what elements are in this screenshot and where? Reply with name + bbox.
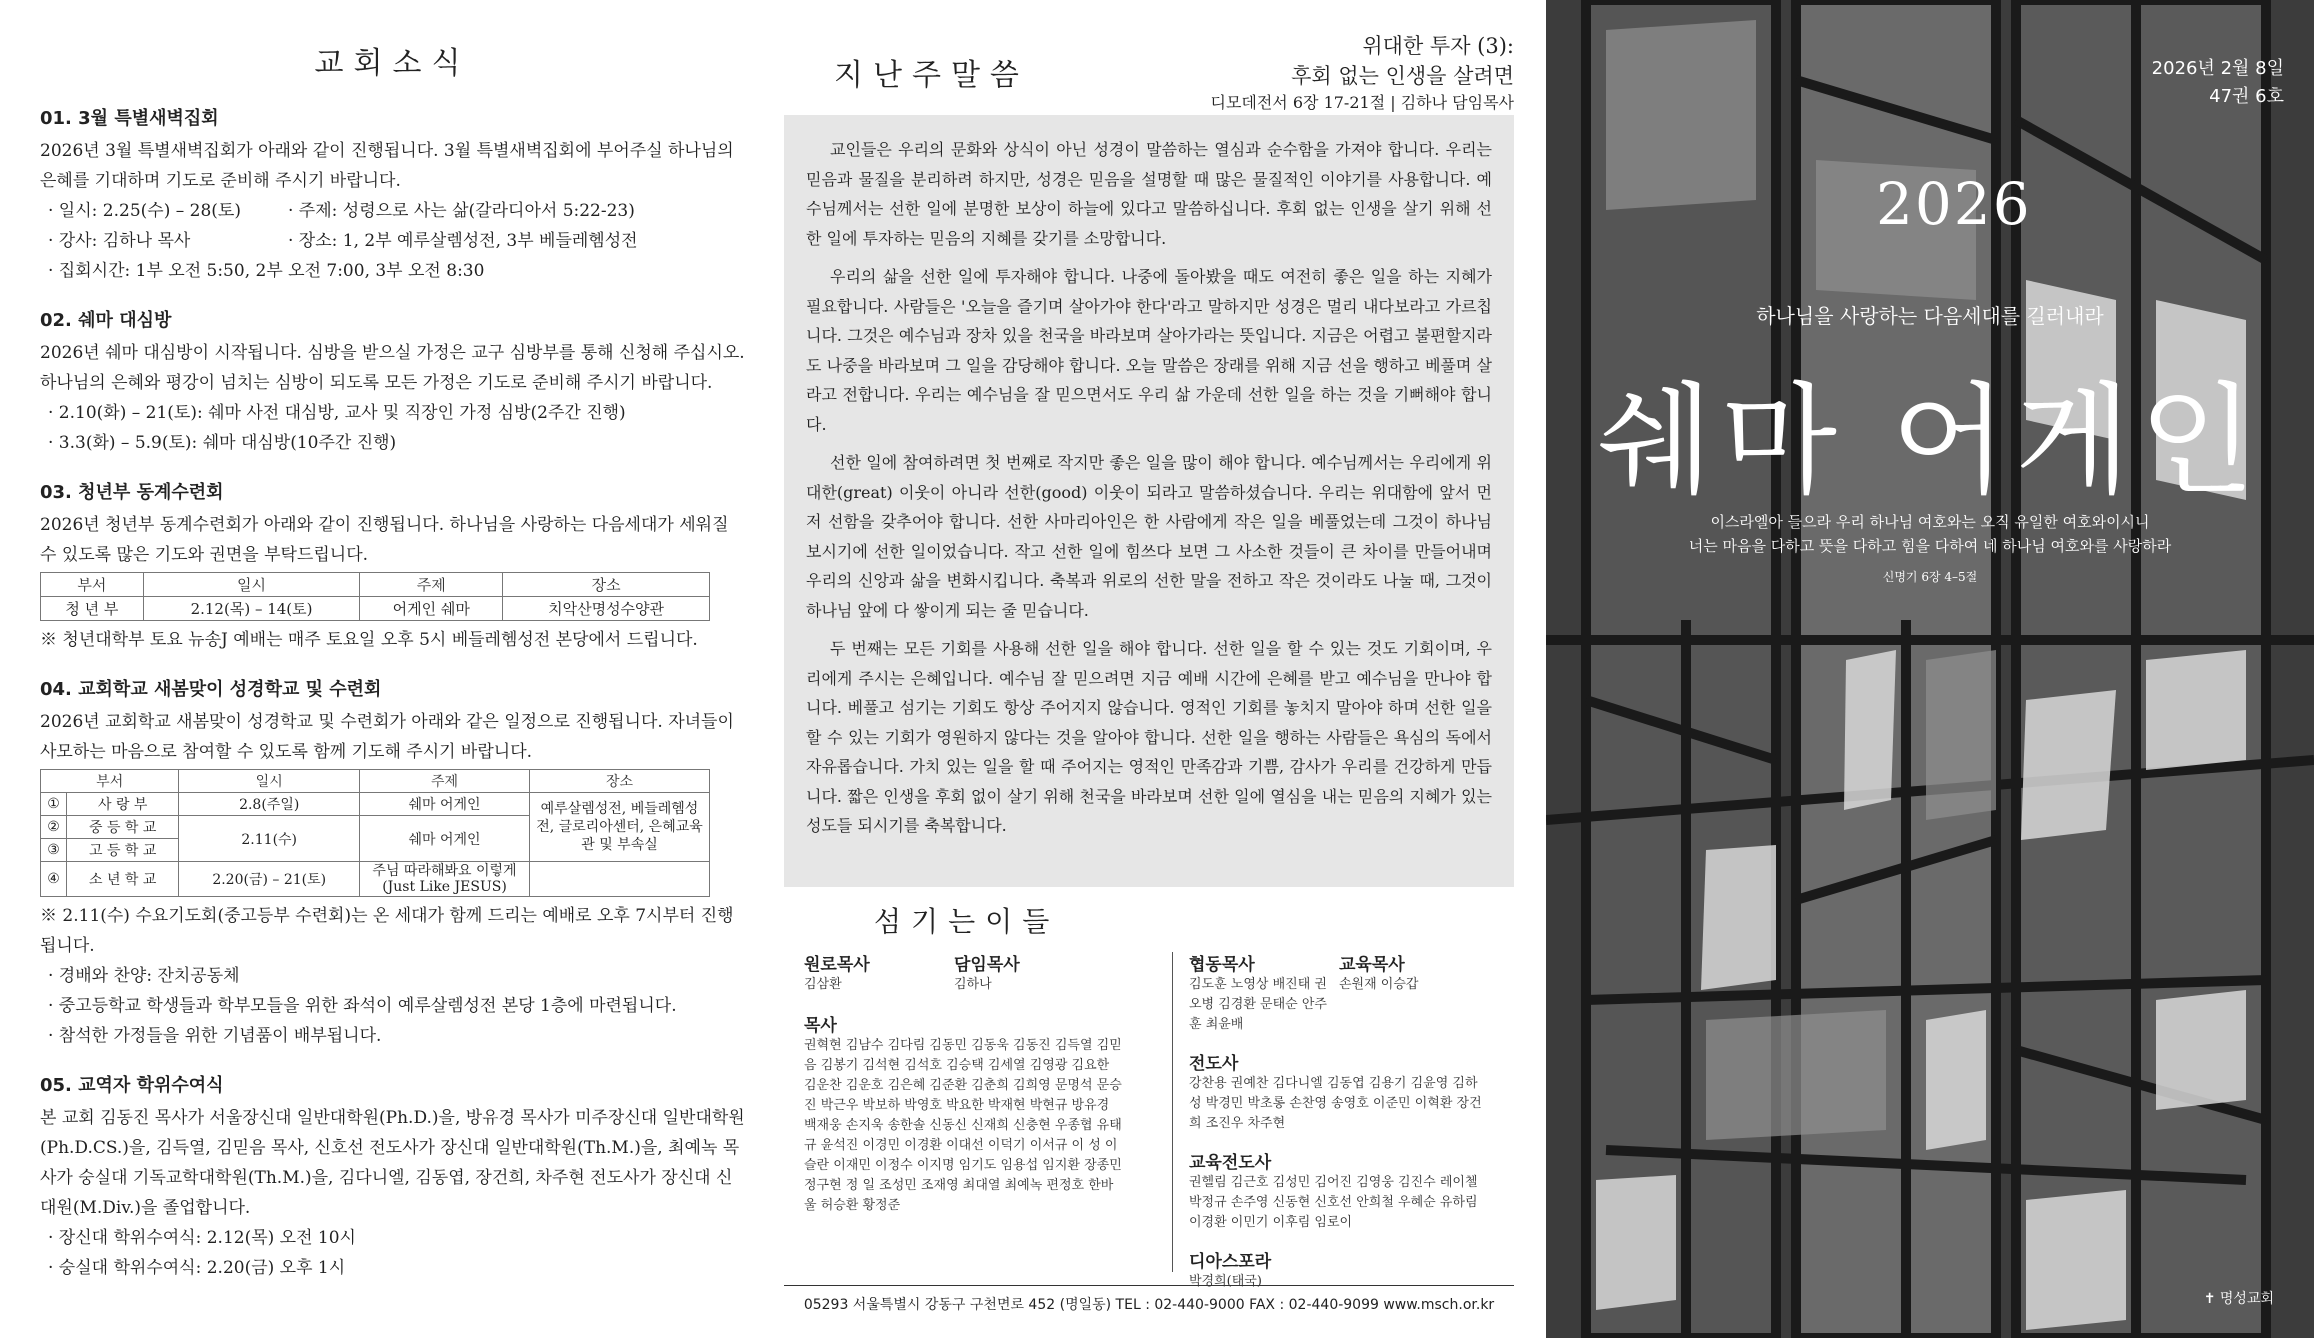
sermon-paragraph: 우리의 삶을 선한 일에 투자해야 합니다. 나중에 돌아봤을 때도 여전히 좋은 일을 하는 지혜가 필요합니다. 사람들은 '오늘을 즐기며 살아가야 한다'라고 말하지만 성경은 멀리 내다보라고 가르칩니다. 그것은 예수님과 장차 있을 천국을 바라보며 살아가라는 뜻입니다. 지금은 어렵고 불편할지라도 나중을 바라보며 그 일을 감당해야 합니다. 오늘 말씀은 장래를 위해 지금 선을 행하고 베풀며 살라고 전합니다. 우리는 예수님을 잘 믿으면서도 우리 삶 가운데 선한 일을 하는 것을 기뻐해야 합니다. [806, 267, 1492, 434]
news-bullet: · 2.10(화) – 21(토): 쉐마 사전 대심방, 교사 및 직장인 가정 심방(2주간 진행) [48, 403, 626, 423]
news-bullet: · 3.3(화) – 5.9(토): 쉐마 대심방(10주간 진행) [48, 433, 397, 453]
table-cell: 2.12(목) – 14(토) [143, 597, 360, 621]
sermon-reference: 디모데전서 6장 17-21절 | 김하나 담임목사 [1210, 93, 1514, 112]
church-logo-text: 명성교회 [2219, 1291, 2274, 1307]
table-header: 주제 [360, 770, 530, 793]
cover-verse [1546, 510, 2314, 558]
news-item-1 [40, 104, 745, 286]
news-bullet: · 경배와 찬양: 잔치공동체 [48, 966, 240, 986]
news-item-title: 02. 쉐마 대심방 [40, 310, 172, 331]
sermon-paragraph: 선한 일에 참여하려면 첫 번째로 작지만 좋은 일을 많이 해야 합니다. 예수님께서는 우리에게 위대한(great) 이웃이 아니라 선한(good) 이웃이 되라고 말씀하셨습니다. 우리는 위대함에 앞서 먼저 선함을 갖추어야 합니다. 선한 사마리아인은 한 사람에게 작은 일을 베풀었는데 그것이 하나님 보시기에 선한 일이었습니다. 작고 선한 일에 힘쓰다 보면 그 사소한 것들이 큰 차이를 만들어내며 우리의 신앙과 삶을 변화시킵니다. 축복과 위로의 선한 말을 전하고 작은 것이라도 나눌 때, 그것이 하나님 앞에 다 쌓이게 되는 줄 믿습니다. [806, 453, 1492, 620]
staff-role: 교육전도사 [1189, 1153, 1272, 1173]
table-cell: 2.11(수) [179, 816, 360, 862]
table-header: 일시 [179, 770, 360, 793]
cover-year: 2026 [1876, 170, 2032, 238]
news-item-2 [40, 306, 745, 458]
issue-date [2152, 55, 2284, 111]
sermon-summary-box [784, 115, 1514, 887]
sermon-paragraph: 두 번째는 모든 기회를 사용해 선한 일을 해야 합니다. 선한 일을 할 수 있는 것도 기회이며, 우리에게 주시는 은혜입니다. 예수님 잘 믿으려면 지금 예배 시간에 은혜를 받고 예수님을 만나야 합니다. 베풀고 섬기는 기회도 항상 주어지지 않습니다. 영적인 기회를 놓치지 말아야 하며 선한 일을 할 수 있는 기회가 영원하지 않다는 것을 알아야 합니다. 선한 일을 행하는 사람들은 욕심의 독에서 자유롭습니다. 가치 있는 일을 할 때 주어지는 영적인 만족감과 기쁨, 감사가 우리를 건강하게 만듭니다. 짧은 인생을 후회 없이 살기 위해 천국을 바라보며 선한 일에 열심을 내는 믿음의 지혜가 있는 성도들 되시기를 축복합니다. [806, 639, 1492, 835]
staff-group [1189, 940, 1339, 975]
cover-subtitle: 하나님을 사랑하는 다음세대를 길러내라 [1756, 304, 2104, 328]
sermon-title: 위대한 투자 (3): [1362, 34, 1514, 58]
staff-group [1339, 940, 1405, 975]
news-bullet: · 강사: 김하나 목사 [48, 231, 191, 251]
news-item-body: 2026년 3월 특별새벽집회가 아래와 같이 진행됩니다. 3월 특별새벽집회에 부어주실 하나님의 은혜를 기대하며 기도로 준비해 주시기 바랍니다. [40, 141, 734, 191]
table-cell: 사 랑 부 [67, 793, 179, 816]
staff-left-column [804, 940, 1184, 1216]
staff-role: 교육목사 [1339, 955, 1405, 975]
staff-right-column [1189, 940, 1509, 1292]
staff-role: 담임목사 [954, 955, 1020, 975]
cover-panel [1546, 0, 2314, 1338]
staff-section-title: 섬기는이들 [874, 905, 1060, 938]
news-item-title: 05. 교역자 학위수여식 [40, 1075, 224, 1096]
staff-names: 박경희(태국) [1189, 1274, 1262, 1289]
staff-names: 김도훈 노영상 배진태 권오병 김경환 문태순 안주훈 최윤배 [1189, 977, 1327, 1032]
table-cell: 고 등 학 교 [67, 839, 179, 862]
table-cell: 쉐마 어게인 [360, 793, 530, 816]
news-item-title: 01. 3월 특별새벽집회 [40, 108, 219, 129]
news-bullets-row [40, 226, 745, 256]
table-cell: 치악산명성수양관 [503, 597, 710, 621]
staff-top-row [1189, 940, 1509, 975]
table-cell: 2.20(금) – 21(토) [179, 862, 360, 897]
staff-role: 협동목사 [1189, 955, 1255, 975]
staff-names: 김삼환 [804, 977, 842, 992]
news-bullet: · 중고등학교 학생들과 학부모들을 위한 좌석이 예루살렘성전 본당 1층에 마련됩니다. [48, 996, 677, 1016]
news-item-3 [40, 478, 745, 655]
staff-role: 목사 [804, 1016, 837, 1036]
news-item-5 [40, 1071, 745, 1283]
sermon-header [784, 20, 1514, 115]
news-item-body: 2026년 청년부 동계수련회가 아래와 같이 진행됩니다. 하나님을 사랑하는 다음세대가 세워질 수 있도록 많은 기도와 권면을 부탁드립니다. [40, 515, 729, 565]
news-note: ※ 청년대학부 토요 뉴송J 예배는 매주 토요일 오후 5시 베들레헴성전 본당에서 드립니다. [40, 630, 698, 650]
table-cell: 예루살렘성전, 베들레헴성전, 글로리아센터, 은혜교육관 및 부속실 [530, 793, 710, 862]
news-bullet: · 참석한 가정들을 위한 기념품이 배부됩니다. [48, 1026, 382, 1046]
table-cell: ① [41, 793, 67, 816]
table-cell: ④ [41, 862, 67, 897]
news-bullet: · 숭실대 학위수여식: 2.20(금) 오후 1시 [48, 1258, 346, 1278]
news-item-body: 2026년 쉐마 대심방이 시작됩니다. 심방을 받으실 가정은 교구 심방부를 통해 신청해 주십시오. 하나님의 은혜와 평강이 넘치는 심방이 되도록 모든 가정은 기도로 준비해 주시기 바랍니다. [40, 343, 745, 393]
church-news-column [40, 38, 745, 1283]
table-cell: ② [41, 816, 67, 839]
sermon-paragraph: 교인들은 우리의 문화와 상식이 아닌 성경이 말씀하는 열심과 순수함을 가져야 합니다. 우리는 믿음과 물질을 분리하려 하지만, 성경은 믿음을 설명할 때 많은 물질적인 이야기를 사용합니다. 예수님께서는 선한 일에 분명한 보상이 하늘에 있다고 말씀하십니다. 후회 없는 인생을 살기 위해 선한 일에 투자하는 믿음의 지혜를 갖기를 소망합니다. [806, 140, 1492, 248]
sermon-column [784, 20, 1514, 1330]
news-section-title: 교회소식 [314, 46, 471, 81]
staff-group [804, 940, 954, 995]
table-header: 주제 [360, 573, 503, 597]
staff-names-row [1189, 975, 1509, 1035]
table-cell: 소 년 학 교 [67, 862, 179, 897]
table-header: 일시 [143, 573, 360, 597]
news-bullet: · 장신대 학위수여식: 2.12(목) 오전 10시 [48, 1228, 356, 1248]
table-cell [530, 862, 710, 897]
news-item-title: 03. 청년부 동계수련회 [40, 482, 224, 503]
news-note: ※ 2.11(수) 수요기도회(중고등부 수련회)는 온 세대가 함께 드리는 예배로 오후 7시부터 진행됩니다. [40, 906, 734, 956]
church-logo [2204, 1288, 2274, 1308]
table-header: 장소 [503, 573, 710, 597]
table-cell: 쉐마 어게인 [360, 816, 530, 862]
table-row [41, 793, 710, 816]
table-cell: 청 년 부 [41, 597, 144, 621]
news-bullet: · 일시: 2.25(수) – 28(토) [48, 201, 241, 221]
sermon-subtitle: 후회 없는 인생을 살려면 [1291, 64, 1514, 88]
staff-top-row [804, 940, 1184, 995]
staff-role: 디아스포라 [1189, 1252, 1272, 1272]
table-cell: ③ [41, 839, 67, 862]
news-item-body: 2026년 교회학교 새봄맞이 성경학교 및 수련회가 아래와 같은 일정으로 진행됩니다. 자녀들이 사모하는 마음으로 참여할 수 있도록 함께 기도해 주시기 바랍니다. [40, 712, 734, 762]
news-bullets-row [40, 196, 745, 226]
table-row [41, 862, 710, 897]
table-header: 부서 [41, 573, 144, 597]
church-contact-footer: 05293 서울특별시 강동구 구천면로 452 (명일동) TEL : 02-440-9000 FAX : 02-440-9099 www.msch.or.kr [784, 1285, 1514, 1314]
staff-names: 권혁현 김남수 김다림 김동민 김동욱 김동진 김득열 김믿음 김봉기 김석현 김석호 김승택 김세열 김영광 김요한 김운찬 김운호 김은혜 김준환 김춘희 김희영 문명석 문승진 박근우 박보하 박영호 박요한 박재현 박현규 방유경 백재웅 손지욱 송한솔 신동신 신재희 신충현 우종협 유태규 윤석진 이경민 이경환 이대선 이덕기 이서규 이 성 이슬란 이재민 이정수 이지명 임기도 임용섭 임지환 장종민 정구현 정 일 조성민 조재영 최대열 최예녹 편정호 한바울 허승환 황정준 [804, 1038, 1122, 1213]
table-cell: 중 등 학 교 [67, 816, 179, 839]
table-cell: 어게인 쉐마 [360, 597, 503, 621]
news-item-title: 04. 교회학교 새봄맞이 성경학교 및 수련회 [40, 679, 382, 700]
sermon-section-title: 지난주말씀 [834, 58, 1029, 93]
news-item-body: 본 교회 김동진 목사가 서울장신대 일반대학원(Ph.D.)을, 방유경 목사가 미주장신대 일반대학원(Ph.D.CS.)을, 김득열, 김믿음 목사, 신호선 전도사가 장신대 일반대학원(Th.M.)을, 최예녹 목사가 숭실대 기독교학대학원(Th.M.)을, 김다니엘, 김동엽, 장건희, 차주현 전도사가 장신대 신대원(M.Div.)을 졸업합니다. [40, 1108, 745, 1218]
staff-names: 강찬용 권예찬 김다니엘 김동엽 김용기 김윤영 김하성 박경민 박초롱 손찬영 송영호 이준민 이혁환 장건희 조진우 차주현 [1189, 1076, 1482, 1131]
staff-role: 전도사 [1189, 1054, 1239, 1074]
staff-divider [1172, 952, 1173, 1272]
staff-role: 원로목사 [804, 955, 870, 975]
staff-group [954, 940, 1020, 995]
table-cell: 2.8(주일) [179, 793, 360, 816]
cover-title: 쉐마 어게인 [1597, 372, 2263, 511]
cover-verse-line: 너는 마음을 다하고 뜻을 다하고 힘을 다하여 네 하나님 여호와를 사랑하라 [1688, 537, 2172, 555]
cover-verse-reference: 신명기 6장 4–5절 [1882, 570, 1978, 584]
table-cell: 주님 따라해봐요 이렇게 (Just Like JESUS) [360, 862, 530, 897]
staff-names: 김하나 [954, 977, 992, 992]
news-item-4 [40, 675, 745, 1051]
table-header: 장소 [530, 770, 710, 793]
issue-volume-text: 47권 6호 [2209, 86, 2284, 107]
youth-retreat-table [40, 572, 710, 621]
staff-names: 권헬림 김근호 김성민 김어진 김영웅 김진수 레이첼 박정규 손주영 신동현 신호선 안희철 우혜순 유하림 이경환 이민기 이후림 임로이 [1189, 1175, 1478, 1230]
issue-date-text: 2026년 2월 8일 [2151, 58, 2284, 79]
news-bullet: · 집회시간: 1부 오전 5:50, 2부 오전 7:00, 3부 오전 8:30 [48, 261, 485, 281]
cover-verse-line: 이스라엘아 들으라 우리 하나님 여호와는 오직 유일한 여호와이시니 [1710, 513, 2150, 531]
table-header: 부서 [41, 770, 179, 793]
staff-names: 손원재 이승갑 [1339, 977, 1419, 992]
news-bullet: · 장소: 1, 2부 예루살렘성전, 3부 베들레헴성전 [288, 231, 638, 251]
news-bullet: · 주제: 성령으로 사는 삶(갈라디아서 5:22-23) [288, 201, 635, 221]
table-row [41, 597, 710, 621]
bible-school-table [40, 769, 710, 897]
church-logo-icon: ✝ [2203, 1291, 2220, 1307]
